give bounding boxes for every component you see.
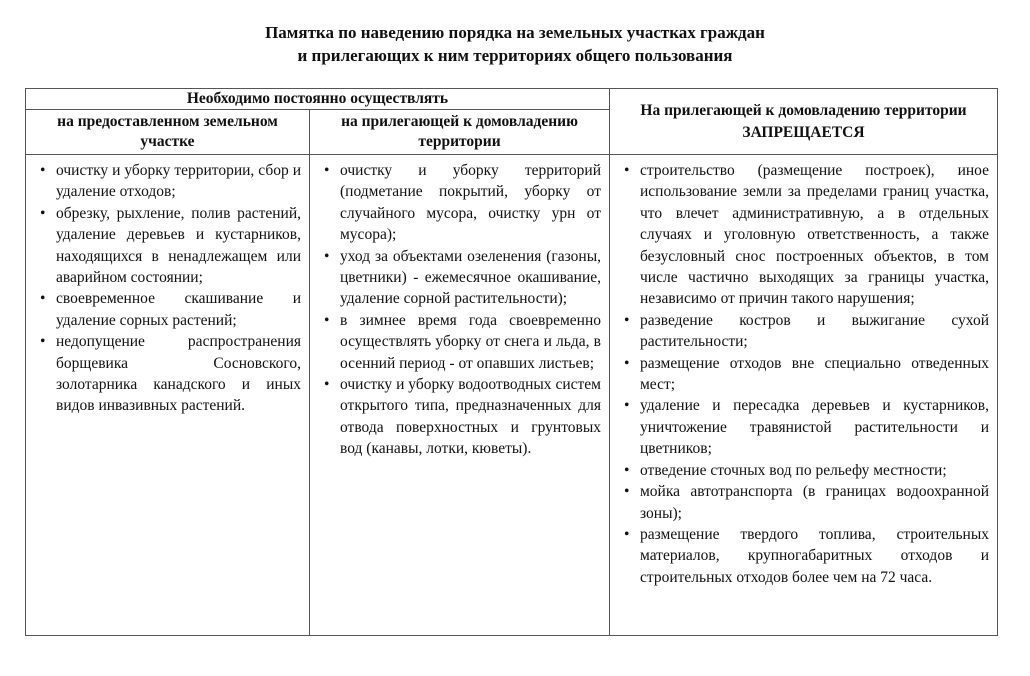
list-item: • обрезку, рыхление, полив растений, удаление деревьев и кустарников, находящихся в ненадлежащем или аварийном состоянии;: [38, 203, 301, 289]
list-item: • недопущение распространения борщевика Сосновского, золотарника канадского и иных видов инвазивных растений.: [38, 331, 301, 417]
header-group-cell: [26, 89, 610, 110]
col2-header-cell: [310, 110, 610, 155]
list-item: • в зимнее время года своевременно осуществлять уборку от снега и льда, в осенний период - от опавших листьев;: [322, 310, 601, 374]
list-item: • удаление и пересадка деревьев и кустарников, уничтожение травянистой растительности и цветников;: [622, 395, 989, 459]
list-item: • размещение отходов вне специально отведенных мест;: [622, 353, 989, 396]
list-item: • очистку и уборку территории, сбор и удаление отходов;: [38, 160, 301, 203]
col3-header-cell: [610, 89, 998, 155]
col3-header-label: На прилегающей к домовладению территории ЗАПРЕЩАЕТСЯ: [640, 101, 967, 141]
list-item: • разведение костров и выжигание сухой растительности;: [622, 310, 989, 353]
list-item: • строительство (размещение построек), иное использование земли за пределами границ участка, что влечет административную, а в отдельных случаях и уголовную ответственность, а также безусловный снос построенных объектов, в том числе частично выходящих за границы участка, независимо от причин такого нарушения;: [622, 160, 989, 310]
header-group-label: Необходимо постоянно осуществлять: [186, 90, 449, 107]
list-item: • своевременное скашивание и удаление сорных растений;: [38, 288, 301, 331]
col2-list: [310, 155, 609, 460]
col3-body-cell: [610, 155, 998, 636]
document-title: [0, 21, 1030, 67]
list-item: • размещение твердого топлива, строительных материалов, крупногабаритных отходов и строительных отходов более чем на 72 часа.: [622, 524, 989, 588]
title-line-1: Памятка по наведению порядка на земельных участках граждан: [265, 23, 765, 42]
col2-header-label: на прилегающей к домовладению территории: [341, 113, 578, 150]
list-item: • очистку и уборку водоотводных систем открытого типа, предназначенных для отвода поверхностных и грунтовых вод (канавы, лотки, кюветы).: [322, 374, 601, 460]
memo-table: [25, 88, 998, 636]
title-line-2: и прилегающих к ним территориях общего пользования: [297, 46, 733, 65]
list-item: • очистку и уборку территорий (подметание покрытий, уборку от случайного мусора, очистку урн от мусора);: [322, 160, 601, 246]
list-item: • уход за объектами озеленения (газоны, цветники) - ежемесячное окашивание, удаление сорной растительности);: [322, 246, 601, 310]
col1-header-label: на предоставленном земельном участке: [57, 113, 278, 150]
col1-body-cell: [26, 155, 310, 636]
list-item: • мойка автотранспорта (в границах водоохранной зоны);: [622, 481, 989, 524]
col1-header-cell: [26, 110, 310, 155]
col3-list: [610, 155, 997, 588]
col1-list: [26, 155, 309, 417]
col2-body-cell: [310, 155, 610, 636]
list-item: • отведение сточных вод по рельефу местности;: [622, 460, 989, 481]
